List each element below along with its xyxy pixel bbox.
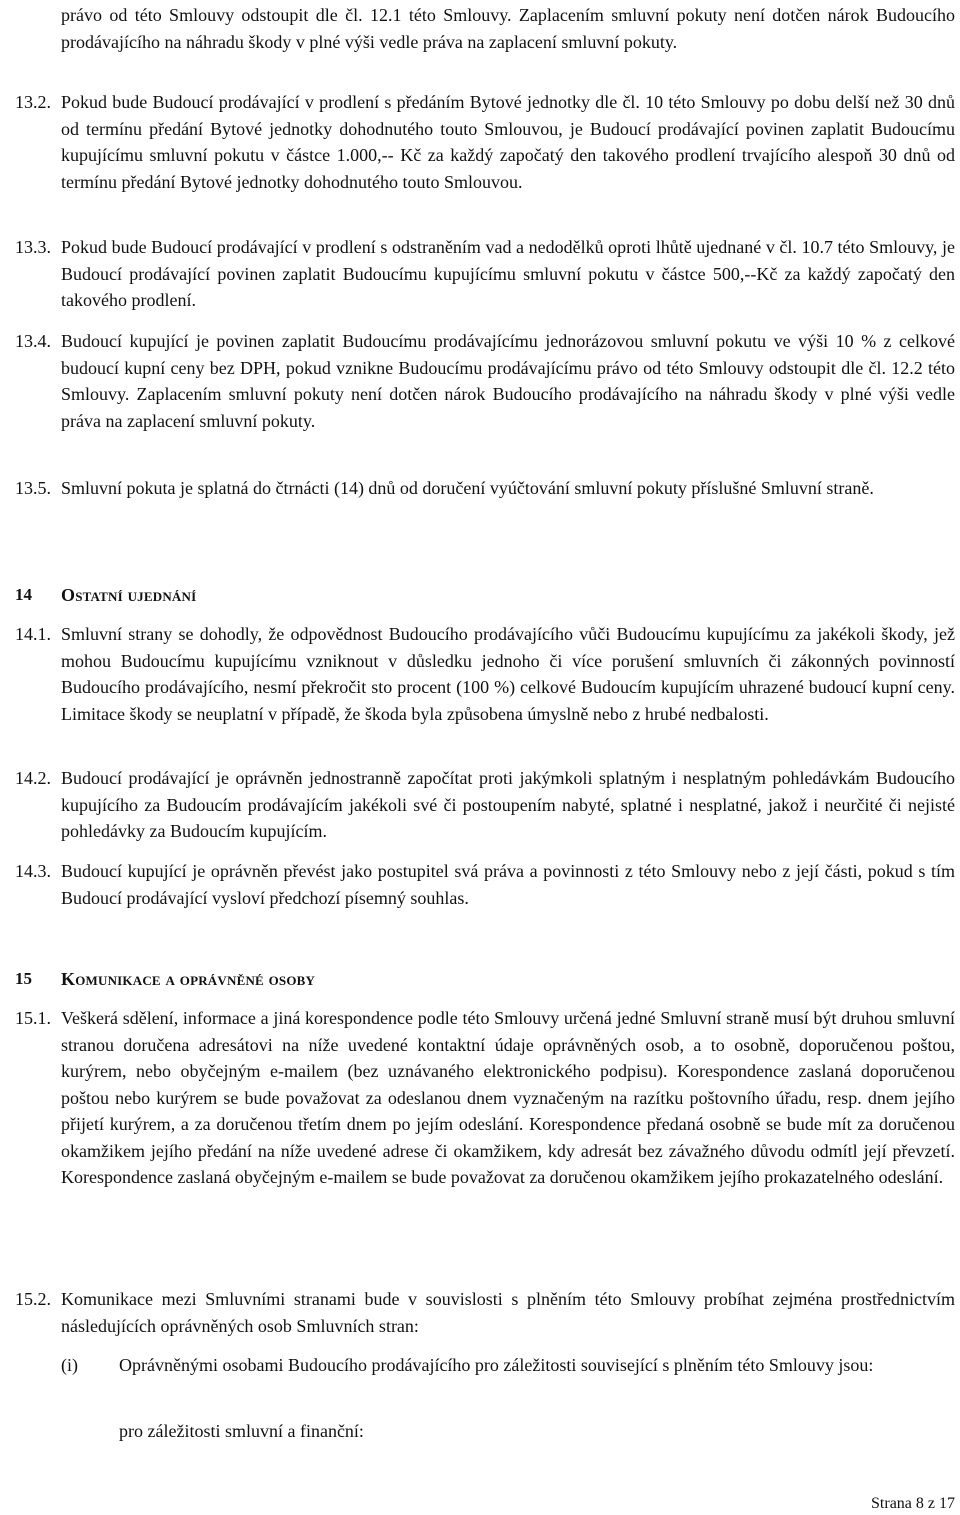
section-title: Komunikace a oprávněné osoby	[61, 969, 316, 989]
clause-15-2	[15, 1286, 955, 1339]
clause-text: Veškerá sdělení, informace a jiná korespondence podle této Smlouvy určená jedné Smluvní straně musí být druhou smluvní stranou doručena adresátovi na níže uvedené kontaktní údaje oprávněných osob, a to osobně, doporučenou poštou, kurýrem, nebo obyčejným e-mailem (bez uznávaného elektronického podpisu). Korespondence zaslaná doporučenou poštou nebo kurýrem se bude považovat za odeslanou dnem vyznačeným na razítku poštovního úřadu, resp. dnem jejího přijetí kurýrem, a za doručenou třetím dnem po jejím odeslání. Korespondence předaná osobně se bude mít za doručenou okamžikem jejího předání na níže uvedené adrese či okamžikem, kdy adresát bez závažného důvodu odmítl její převzetí. Korespondence zaslaná obyčejným e-mailem se bude považovat za doručenou okamžikem jejího prokazatelného odeslání.	[61, 1008, 955, 1187]
clause-number: 15.2.	[15, 1289, 51, 1309]
continuation-paragraph: právo od této Smlouvy odstoupit dle čl. 12.1 této Smlouvy. Zaplacením smluvní pokuty není dotčen nárok Budoucího prodávajícího na náhradu škody v plné výši vedle práva na zaplacení smluvní pokuty.	[61, 5, 955, 52]
clause-number: 13.4.	[15, 331, 51, 351]
clause-14-2	[15, 765, 955, 845]
clause-text: Budoucí kupující je povinen zaplatit Budoucímu prodávajícímu jednorázovou smluvní pokutu ve výši 10 % z celkové budoucí kupní ceny bez DPH, pokud vznikne Budoucímu prodávajícímu právo od této Smlouvy odstoupit dle čl. 12.2 této Smlouvy. Zaplacením smluvní pokuty není dotčen nárok Budoucího prodávajícího na náhradu škody v plné výši vedle práva na zaplacení smluvní pokuty.	[61, 331, 955, 431]
clause-14-1	[15, 621, 955, 727]
clause-14-3	[15, 858, 955, 911]
subclause-number: (i)	[61, 1355, 78, 1375]
clause-number: 13.5.	[15, 478, 51, 498]
sub-heading-contractual-financial: pro záležitosti smluvní a finanční:	[119, 1421, 364, 1441]
clause-text: Pokud bude Budoucí prodávající v prodlení s předáním Bytové jednotky dle čl. 10 této Smlouvy po dobu delší než 30 dnů od termínu předání Bytové jednotky dohodnutého touto Smlouvou, je Budoucí prodávající povinen zaplatit Budoucímu kupujícímu smluvní pokutu v částce 1.000,-- Kč za každý započatý den takového prodlení trvajícího alespoň 30 dnů od termínu předání Bytové jednotky dohodnutého touto Smlouvou.	[61, 92, 955, 192]
clause-text: Smluvní pokuta je splatná do čtrnácti (14) dnů od doručení vyúčtování smluvní pokuty příslušné Smluvní straně.	[61, 478, 874, 498]
section-title: Ostatní ujednání	[61, 585, 197, 605]
subclause-i	[61, 1352, 955, 1379]
clause-number: 13.3.	[15, 237, 51, 257]
clause-13-3	[15, 234, 955, 314]
clause-15-1	[15, 1005, 955, 1191]
section-number: 15	[15, 969, 32, 988]
clause-number: 13.2.	[15, 92, 51, 112]
clause-13-5	[15, 475, 955, 502]
clause-text: Komunikace mezi Smluvními stranami bude v souvislosti s plněním této Smlouvy probíhat zejména prostřednictvím následujících oprávněných osob Smluvních stran:	[61, 1289, 955, 1336]
clause-text: Pokud bude Budoucí prodávající v prodlení s odstraněním vad a nedodělků oproti lhůtě ujednané v čl. 10.7 této Smlouvy, je Budoucí prodávající povinen zaplatit Budoucímu kupujícímu smluvní pokutu v částce 500,--Kč za každý započatý den takového prodlení.	[61, 237, 955, 310]
page-footer: Strana 8 z 17	[871, 1495, 955, 1512]
clause-text: Smluvní strany se dohodly, že odpovědnost Budoucího prodávajícího vůči Budoucímu kupujícímu za jakékoli škody, jež mohou Budoucímu kupujícímu vzniknout v důsledku jednoho či více porušení smluvních či zákonných povinností Budoucího prodávajícího, nesmí překročit sto procent (100 %) celkové Budoucím kupujícím uhrazené budoucí kupní ceny. Limitace škody se neuplatní v případě, že škoda byla způsobena úmyslně nebo z hrubé nedbalosti.	[61, 624, 955, 724]
clause-number: 14.3.	[15, 861, 51, 881]
clause-13-2	[15, 89, 955, 195]
clause-number: 15.1.	[15, 1008, 51, 1028]
clause-number: 14.1.	[15, 624, 51, 644]
section-number: 14	[15, 585, 32, 604]
subclause-text: Oprávněnými osobami Budoucího prodávajícího pro záležitosti související s plněním této Smlouvy jsou:	[119, 1355, 874, 1375]
clause-text: Budoucí prodávající je oprávněn jednostranně započítat proti jakýmkoli splatným i nesplatným pohledávkám Budoucího kupujícího za Budoucím prodávajícím jakékoli své či postoupením nabyté, splatné i nesplatné, jakož i neurčité či nejisté pohledávky za Budoucím kupujícím.	[61, 768, 955, 841]
clause-text: Budoucí kupující je oprávněn převést jako postupitel svá práva a povinnosti z této Smlouvy nebo z její části, pokud s tím Budoucí prodávající vysloví předchozí písemný souhlas.	[61, 861, 955, 908]
clause-number: 14.2.	[15, 768, 51, 788]
clause-13-4	[15, 328, 955, 434]
